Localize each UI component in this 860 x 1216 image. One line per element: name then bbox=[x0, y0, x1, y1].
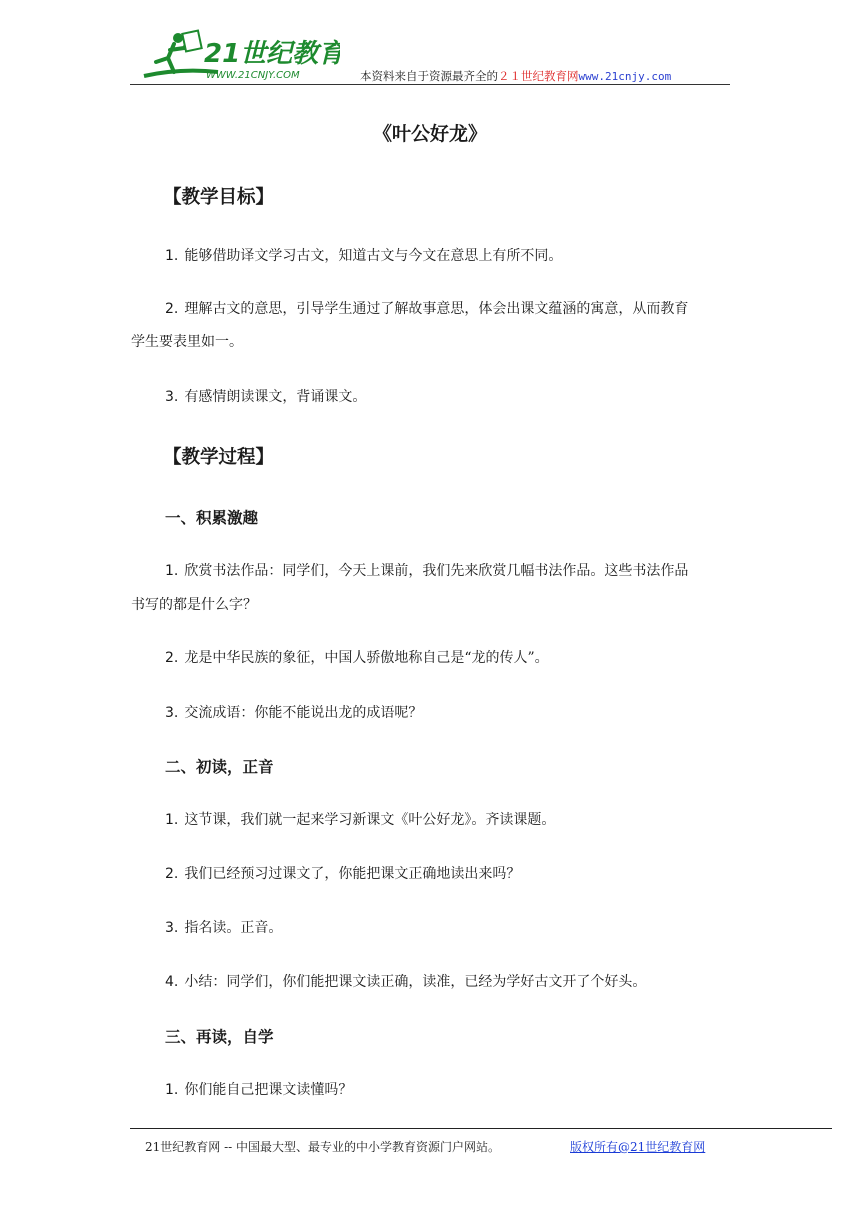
process-heading: 【教学过程】 bbox=[163, 447, 275, 468]
list-item: 3. 交流成语：你能不能说出龙的成语呢？ bbox=[165, 705, 423, 721]
part1-heading: 一、积累激趣 bbox=[165, 509, 259, 527]
header-note-link[interactable]: www.21cnjy.com bbox=[578, 70, 672, 83]
list-item: 1. 欣赏书法作品：同学们，今天上课前，我们先来欣赏几幅书法作品。这些书法作品 bbox=[165, 563, 689, 579]
objective-item-cont: 学生要表里如一。 bbox=[131, 334, 243, 350]
list-item: 1. 你们能自己把课文读懂吗？ bbox=[165, 1082, 353, 1098]
footer-text: 21世纪教育网 -- 中国最大型、最专业的中小学教育资源门户网站。 bbox=[145, 1140, 501, 1154]
list-item: 3. 指名读。正音。 bbox=[165, 920, 283, 936]
objective-item: 2. 理解古文的意思，引导学生通过了解故事意思，体会出课文蕴涵的寓意，从而教育 bbox=[165, 301, 689, 317]
list-item: 1. 这节课，我们就一起来学习新课文《叶公好龙》。齐读课题。 bbox=[165, 812, 556, 828]
list-item: 4. 小结：同学们，你们能把课文读正确，读准，已经为学好古文开了个好头。 bbox=[165, 974, 647, 990]
part2-heading: 二、初读，正音 bbox=[165, 758, 274, 776]
document-title: 《叶公好龙》 bbox=[372, 123, 487, 145]
site-logo bbox=[140, 28, 340, 86]
header-note bbox=[360, 68, 671, 84]
objective-item: 1. 能够借助译文学习古文，知道古文与今文在意思上有所不同。 bbox=[165, 248, 563, 264]
objective-item: 3. 有感情朗读课文，背诵课文。 bbox=[165, 389, 367, 405]
part3-heading: 三、再读，自学 bbox=[165, 1028, 274, 1046]
objectives-heading: 【教学目标】 bbox=[163, 187, 275, 208]
header-note-brand: ２１世纪教育网 bbox=[498, 69, 579, 83]
list-item: 2. 龙是中华民族的象征，中国人骄傲地称自己是“龙的传人”。 bbox=[165, 650, 549, 666]
logo-url: WWW.21CNJY.COM bbox=[206, 70, 300, 81]
list-item-cont: 书写的都是什么字？ bbox=[131, 597, 257, 613]
header-note-prefix: 本资料来自于资源最齐全的 bbox=[360, 69, 498, 83]
header-divider bbox=[130, 84, 730, 85]
runner-logo-icon bbox=[140, 28, 340, 86]
copyright-link[interactable]: 版权所有@21世纪教育网 bbox=[570, 1140, 706, 1154]
logo-text: 21世纪教育 bbox=[204, 39, 340, 69]
footer-divider bbox=[130, 1128, 832, 1129]
list-item: 2. 我们已经预习过课文了，你能把课文正确地读出来吗？ bbox=[165, 866, 521, 882]
